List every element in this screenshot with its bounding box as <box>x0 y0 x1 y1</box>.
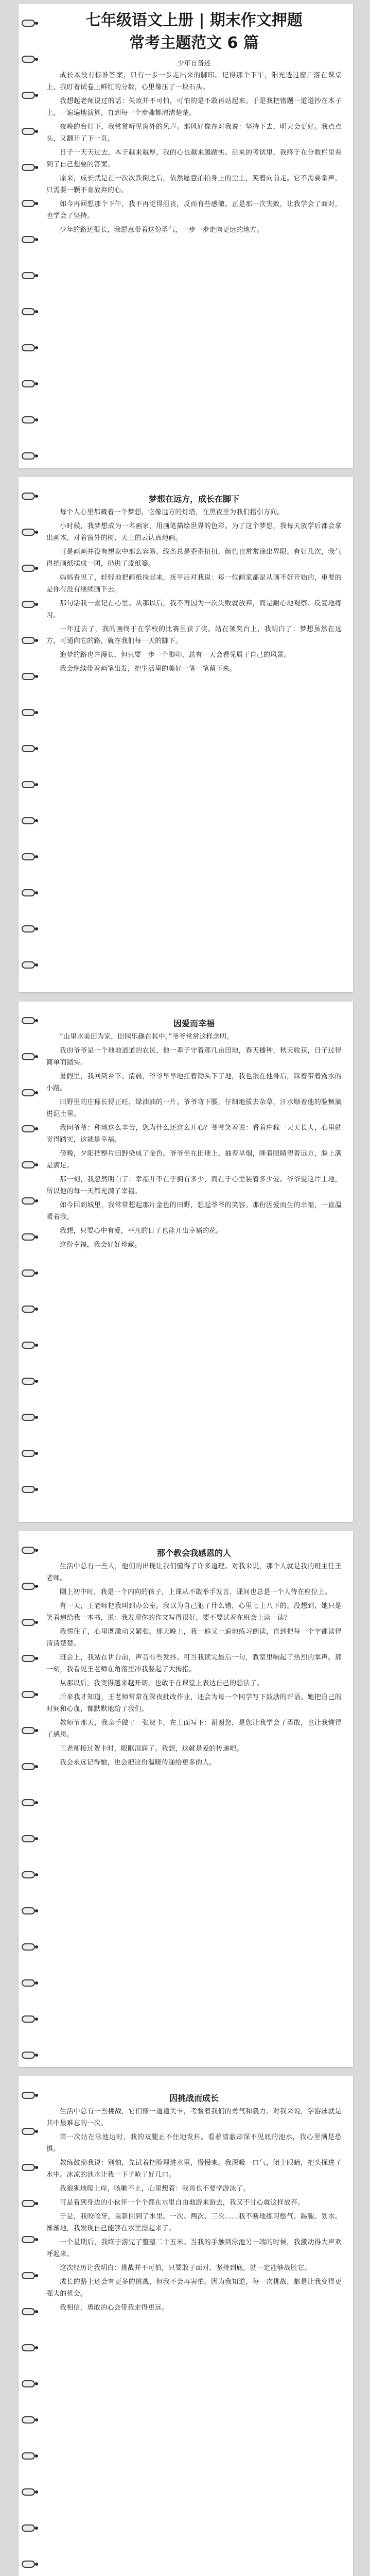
ring-icon <box>22 1486 35 1493</box>
ring-icon <box>22 2092 35 2099</box>
ring-icon <box>22 1943 35 1951</box>
essay-paragraph: 少年的路还很长，我愿意带着这份勇气，一步一步走向更远的地方。 <box>60 226 264 234</box>
essay-paragraph: 我相信，勇敢的心会带我走得更远。 <box>60 2304 169 2312</box>
ring-icon <box>22 1269 35 1277</box>
essay-paragraph: 一个星期后，我终于游完了整整二十五米。当我的手触到泳池另一端的时候，我激动得大声欢呼起来。 <box>46 2239 342 2258</box>
essay-card-3 <box>19 1002 353 1522</box>
essay-paragraph: 生活中总有一些挑战，它们像一道道关卡，考验着我们的勇气和毅力。对我来说，学游泳就是其中最难忘的一次。 <box>46 2108 342 2127</box>
ring-icon <box>22 493 35 500</box>
essay-paragraph: 每个人心里都藏着一个梦想，它像远方的灯塔，在黑夜里为我们指引方向。 <box>60 509 284 516</box>
essay-paragraph: 日子一天天过去，本子越来越厚，我的心也越来越踏实。后来的考试里，我终于在分数栏里看到了自己想要的答案。 <box>46 149 342 168</box>
essay-paragraph: 田野里的庄稼长得正旺，绿油油的一片。爷爷弯下腰，仔细地拔去杂草，汗水顺着他的脸颊滴进泥土里。 <box>46 1098 342 1118</box>
essay-title: 梦想在远方，成长在脚下 <box>148 494 239 504</box>
ring-icon <box>22 2015 35 2023</box>
ring-icon <box>22 56 35 63</box>
ring-icon <box>22 817 35 824</box>
ring-icon <box>22 1161 35 1168</box>
essay-card-5 <box>19 2076 353 2576</box>
essay-paragraph: 暑假里，我回到乡下。清晨，爷爷早早地扛着锄头下了地，我也跟在他身后，踩着带着露水的小路。 <box>46 1073 342 1092</box>
ring-icon <box>22 637 35 644</box>
essay-title: 因爱而幸福 <box>173 1019 215 1028</box>
ring-icon <box>22 308 35 315</box>
ring-icon <box>22 1691 35 1698</box>
ring-icon <box>22 452 35 460</box>
essay-paragraph: 我想起老师说过的话：失败并不可怕，可怕的是不敢再站起来。于是我把错题一道道抄在本子上，一遍遍地演算，直到每一个步骤都清清楚楚。 <box>46 97 342 117</box>
essay-paragraph: 妈妈看见了，轻轻地把画纸捡起来，抚平后对我说：每一位画家都是从画不好开始的，重要的是你有没有继续画下去。 <box>46 574 342 594</box>
essay-paragraph: 我想，只要心中有爱，平凡的日子也能开出幸福的花。 <box>60 1227 223 1235</box>
ring-icon <box>22 2380 35 2387</box>
ring-icon <box>22 92 35 99</box>
ring-icon <box>22 2561 35 2568</box>
essay-paragraph: 那句话我一直记在心里。从那以后，我不再因为一次失败就放弃，而是耐心地观察、反复地练习。 <box>46 600 342 619</box>
essay-paragraph: 有一天，王老师把我叫到办公室。我以为自己犯了什么错，心里七上八下的。没想到，她只是笑着递给我一本书，说：我发现你的作文写得很好，要不要试着在班会上读一读？ <box>46 1602 342 1622</box>
ring-icon <box>22 2524 35 2532</box>
essay-content <box>46 1002 342 1522</box>
essay-paragraph: 第一次站在泳池边时，我的双腿止不住地发抖。看着清澈却深不见底的池水，我心里满是恐惧。 <box>46 2133 342 2153</box>
ring-icon <box>22 2200 35 2207</box>
ring-icon <box>22 1125 35 1132</box>
ring-icon <box>22 1342 35 1349</box>
binder-rings <box>19 1002 36 1522</box>
essay-paragraph: 教练鼓励我说：别怕，先试着把脸埋进水里，慢慢来。我深吸一口气，闭上眼睛，把头探进了水中。冰凉的池水让我一下子呛了好几口。 <box>46 2159 342 2179</box>
ring-icon <box>22 2344 35 2351</box>
ring-icon <box>22 529 35 536</box>
essay-paragraph: 后来我才知道，王老师常常在深夜批改作业，还会为每一个同学写下鼓励的评语。她把自己的时间和心血，都默默地给了我们。 <box>46 1693 342 1713</box>
essay-paragraph: 我问爷爷：种地这么辛苦，您为什么还这么开心？爷爷笑着说：看着庄稼一天天长大，心里就觉得踏实，这就是幸福。 <box>46 1124 342 1144</box>
ring-icon <box>22 2308 35 2315</box>
essay-card-2 <box>19 477 353 992</box>
essay-title: 那个教会我感恩的人 <box>156 1548 231 1558</box>
essay-paragraph: 教师节那天，我亲手做了一张贺卡，在上面写下：谢谢您，是您让我学会了勇敢，也让我懂得了感恩。 <box>46 1719 342 1739</box>
essay-paragraph: 王老师接过贺卡时，眼眶湿润了。我想，这就是爱的传递吧。 <box>60 1745 243 1753</box>
essay-paragraph: 夜晚的台灯下，我常常听见窗外的风声。那风好像在对我说：坚持下去，明天会更好。我点点头，又翻开了下一页。 <box>46 123 342 143</box>
ring-icon <box>22 745 35 752</box>
essay-paragraph: 从那以后，我变得越来越开朗，也敢于在课堂上表达自己的想法了。 <box>60 1680 264 1687</box>
ring-icon <box>22 1414 35 1421</box>
ring-icon <box>22 1450 35 1457</box>
essay-paragraph: 我狼狈地爬上岸，咳嗽不止，心里想着：我再也不要学游泳了。 <box>60 2185 250 2193</box>
ring-icon <box>22 236 35 243</box>
ring-icon <box>22 2236 35 2243</box>
essay-paragraph: 我会继续带着画笔出发，把生活里的美好一笔一笔留下来。 <box>60 665 237 673</box>
ring-icon <box>22 1835 35 1842</box>
ring-icon <box>22 853 35 860</box>
ring-icon <box>22 2488 35 2496</box>
ring-icon <box>22 380 35 387</box>
ring-icon <box>22 1378 35 1385</box>
document-title-line-2: 常考主题范文 6 篇 <box>129 34 259 52</box>
ring-icon <box>22 925 35 933</box>
ring-icon <box>22 1907 35 1914</box>
binder-rings <box>19 1531 36 2067</box>
essay-content <box>46 2076 342 2576</box>
essay-paragraph: 傍晚，夕阳把整片田野染成了金色。爷爷坐在田埂上，抽着旱烟，眯着眼睛望着远方，脸上满是满足。 <box>46 1150 342 1170</box>
ring-icon <box>22 20 35 27</box>
ring-icon <box>22 961 35 969</box>
essay-paragraph: 我愣住了，心里既激动又紧张。那天晚上，我一遍又一遍地练习朗读，直到把每一个字都读得清清楚楚。 <box>46 1628 342 1648</box>
ring-icon <box>22 200 35 207</box>
essay-paragraph: 一年过去了，我的画终于在学校的比赛里获了奖。站在领奖台上，我明白了：梦想虽然在远方，可通向它的路，就在我们每一天的脚下。 <box>46 625 342 645</box>
ring-icon <box>22 128 35 135</box>
essay-card-4 <box>19 1531 353 2067</box>
essay-author: 少年自备述 <box>177 60 211 67</box>
ring-icon <box>22 1979 35 1987</box>
essay-paragraph: 可是画画并没有想象中那么容易。线条总是歪歪扭扭，颜色也常常涂出界限。有好几次，我气得把画纸揉成一团，扔进了废纸篓。 <box>46 548 342 568</box>
ring-icon <box>22 889 35 896</box>
ring-icon <box>22 1306 35 1313</box>
ring-icon <box>22 709 35 716</box>
ring-icon <box>22 1547 35 1554</box>
essay-paragraph: 这次经历让我明白：挑战并不可怕，只要敢于面对、坚持到底，就一定能够战胜它。 <box>60 2264 311 2272</box>
ring-icon <box>22 1233 35 1241</box>
essay-paragraph: 生活中总有一些人，他们的出现让我们懂得了许多道理。对我来说，那个人就是我的班主任王老师。 <box>46 1563 342 1582</box>
essay-content <box>46 1531 342 2067</box>
essay-paragraph: 如今再回想那个下午，我不再觉得沮丧，反而有些感激。正是那一次失败，让我学会了面对，也学会了坚持。 <box>46 200 342 220</box>
essay-paragraph: 成长本没有标准答案，只有一步一步走出来的脚印。记得那个下午，阳光透过窗户落在课桌上，我盯着试卷上鲜红的分数，心里像压了一块石头。 <box>46 72 342 91</box>
essay-paragraph: 班会上，我站在讲台前，声音有些发抖。可当我读完最后一句，教室里响起了热烈的掌声。那一刻，我看见王老师在角落里冲我竖起了大拇指。 <box>46 1654 342 1673</box>
ring-icon <box>22 781 35 788</box>
essay-content <box>46 477 342 992</box>
ring-icon <box>22 164 35 171</box>
ring-icon <box>22 1017 35 1024</box>
ring-icon <box>22 2452 35 2460</box>
binder-rings <box>19 477 36 992</box>
ring-icon <box>22 1655 35 1662</box>
essay-paragraph: “山里水美田为家，田园乐趣在其中。”爷爷常常这样念叨。 <box>60 1033 234 1041</box>
essay-paragraph: 追梦的路也许漫长，但只要一步一个脚印，总有一天会看见属于自己的风景。 <box>60 651 291 659</box>
ring-icon <box>22 2052 35 2059</box>
ring-icon <box>22 1799 35 1806</box>
essay-paragraph: 成长的路上还会有更多的挑战，但我不会再害怕。因为我知道，每一次挑战，都是让我变得更强大的机会。 <box>46 2278 342 2298</box>
essay-paragraph: 我会永远记得她，也会把这份温暖传递给更多的人。 <box>60 1759 216 1767</box>
essay-paragraph: 那一刻，我忽然明白了：幸福并不在于拥有多少，而在于心里装着多少爱。爷爷爱这片土地，所以他的每一天都充满了幸福。 <box>46 1176 342 1195</box>
ring-icon <box>22 1727 35 1734</box>
ring-icon <box>22 1089 35 1096</box>
essay-paragraph: 我的爷爷是一个地地道道的农民，他一辈子守着那几亩田地，春天播种，秋天收获，日子过得简单而踏实。 <box>46 1047 342 1066</box>
essay-paragraph: 这份幸福，我会好好珍藏。 <box>60 1241 142 1249</box>
ring-icon <box>22 673 35 680</box>
binder-rings <box>19 2076 36 2576</box>
ring-icon <box>22 601 35 608</box>
ring-icon <box>22 2164 35 2171</box>
essay-content <box>46 4 342 468</box>
ring-icon <box>22 1871 35 1878</box>
essay-paragraph: 小时候，我梦想成为一名画家，用画笔描绘世界的色彩。为了这个梦想，我每天放学后都会拿出画本，对着窗外的树、天上的云认真地画。 <box>46 522 342 542</box>
ring-icon <box>22 2416 35 2424</box>
essay-paragraph: 刚上初中时，我是一个内向的孩子，上课从不敢举手发言，课间也总是一个人待在座位上。 <box>60 1588 332 1596</box>
essay-title: 因挑战而成长 <box>169 2093 219 2103</box>
ring-icon <box>22 1197 35 1205</box>
ring-icon <box>22 2128 35 2135</box>
ring-icon <box>22 1053 35 1060</box>
ring-icon <box>22 272 35 279</box>
ring-icon <box>22 2272 35 2279</box>
essay-paragraph: 于是，我咬咬牙，重新回到了水里。一次、两次、三次……我不断地练习憋气、踢腿、划水。渐渐地，我发现自己能够在水里漂起来了。 <box>46 2213 342 2232</box>
binder-rings <box>19 4 36 468</box>
essay-card-1 <box>19 4 353 468</box>
essay-paragraph: 可是看到身边的小伙伴一个个都在水里自由地游来游去，我又不甘心就这样放弃。 <box>60 2199 305 2207</box>
ring-icon <box>22 344 35 351</box>
essay-paragraph: 如今回到城里，我常常想起那片金色的田野，想起爷爷的笑容。那份因爱而生的幸福，一直温暖着我。 <box>46 1201 342 1221</box>
document-title-line-1: 七年级语文上册 | 期末作文押题 <box>85 11 303 29</box>
ring-icon <box>22 1763 35 1770</box>
ring-icon <box>22 1583 35 1590</box>
ring-icon <box>22 1619 35 1626</box>
essay-paragraph: 原来，成长就是在一次次跌倒之后，依然愿意拍拍身上的尘土，笑着向前走。它不需要掌声，只需要一颗不肯放弃的心。 <box>46 175 342 194</box>
ring-icon <box>22 565 35 572</box>
ring-icon <box>22 416 35 423</box>
